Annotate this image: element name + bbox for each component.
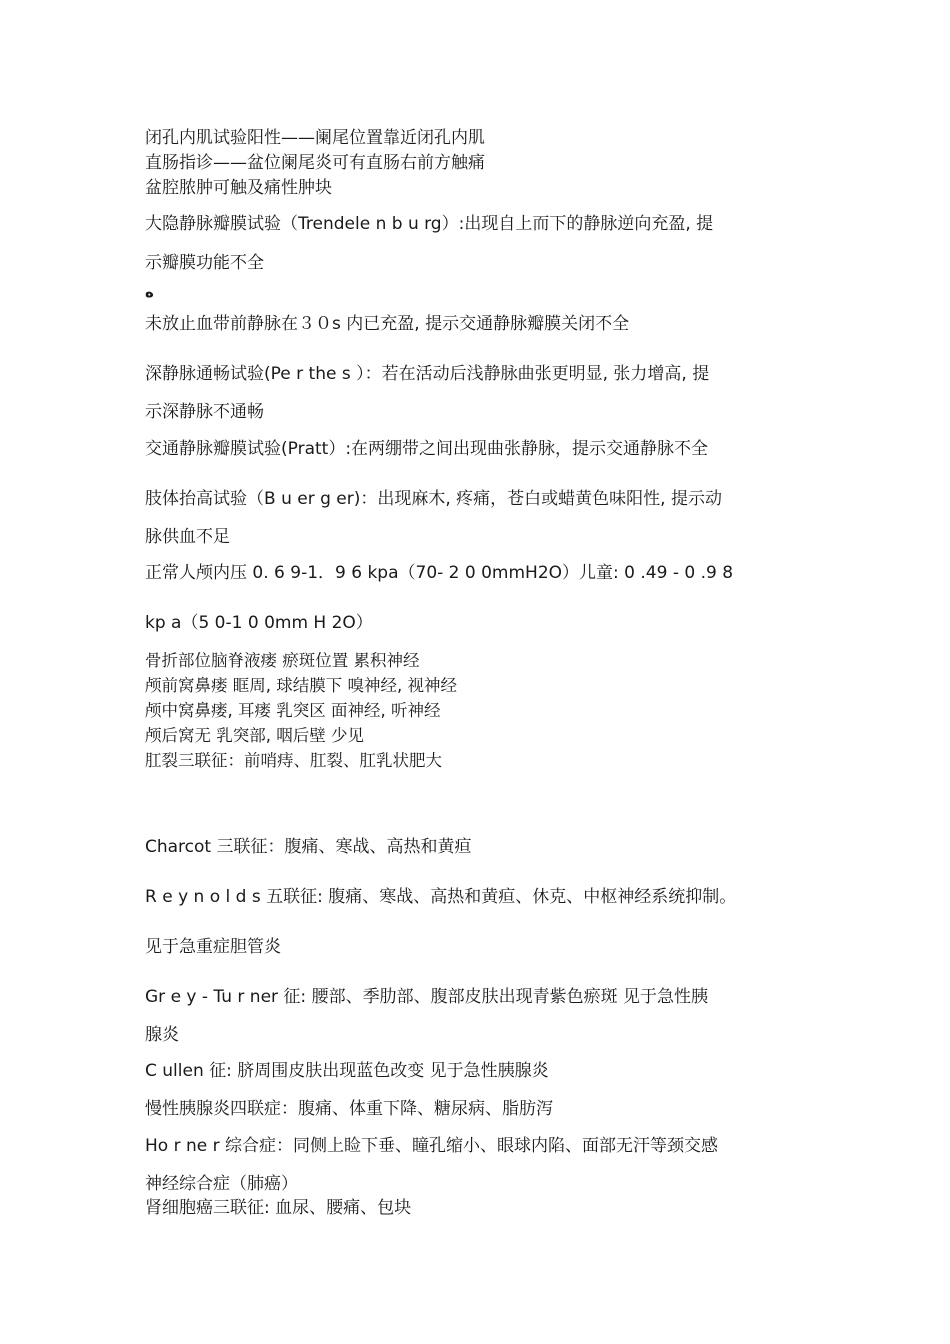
text-line: 神经综合症（肺癌） [145,1174,298,1194]
text-line: 脉供血不足 [145,527,230,547]
text-line: 大隐静脉瓣膜试验（Trendele n b u rg）:出现自上而下的静脉逆向充盈, 提 [145,214,714,234]
text-line: C ullen 征: 脐周围皮肤出现蓝色改变 见于急性胰腺炎 [145,1061,549,1081]
text-line: Charcot 三联征：腹痛、寒战、高热和黄疸 [145,837,472,857]
text-line: 盆腔脓肿可触及痛性肿块 [145,178,332,198]
text-line: 肛裂三联征：前哨痔、肛裂、肛乳状肥大 [145,751,442,770]
text-line: 腺炎 [145,1025,179,1045]
text-line: 示深静脉不通畅 [145,402,264,422]
text-line: 未放止血带前静脉在３０s 内已充盈, 提示交通静脉瓣膜关闭不全 [145,314,630,334]
text-line: 慢性胰腺炎四联症：腹痛、体重下降、糖尿病、脂肪泻 [145,1099,553,1119]
text-line: 颅前窝鼻瘘 眶周, 球结膜下 嗅神经, 视神经 [145,676,457,695]
text-line: 肢体抬高试验（B u er g er)：出现麻木, 疼痛，苍白或蜡黄色味阳性, 提示动 [145,489,722,509]
text-line: 肾细胞癌三联征: 血尿、腰痛、包块 [145,1198,412,1218]
text-line: 颅中窝鼻瘘, 耳瘘 乳突区 面神经, 听神经 [145,701,441,720]
text-line: Gr e y - Tu r ner 征: 腰部、季肋部、腹部皮肤出现青紫色瘀斑 见于急性胰 [145,987,708,1007]
text-line: 示瓣膜功能不全 [145,253,264,273]
text-line: 正常人颅内压 0. 6 9-1．9 6 kpa（70- 2 0 0mmH2O）儿童: 0 .49 - 0 .9 8 [145,563,734,583]
text-mark: ه [145,283,154,301]
text-line: 深静脉通畅试验(Pe r the s ）：若在活动后浅静脉曲张更明显, 张力增高, 提 [145,364,710,384]
text-line: Ho r ne r 综合症：同侧上睑下垂、瞳孔缩小、眼球内陷、面部无汗等颈交感 [145,1136,719,1156]
text-line: 交通静脉瓣膜试验(Pratt）:在两绷带之间出现曲张静脉，提示交通静脉不全 [145,439,709,459]
text-line: 颅后窝无 乳突部, 咽后壁 少见 [145,726,364,745]
text-line: 闭孔内肌试验阳性——阑尾位置靠近闭孔内肌 [145,128,485,148]
text-line: 见于急重症胆管炎 [145,937,281,957]
text-line: kp a（5 0-1 0 0mm H 2O） [145,613,373,633]
text-line: 直肠指诊——盆位阑尾炎可有直肠右前方触痛 [145,153,485,173]
text-line: 骨折部位脑脊液瘘 瘀斑位置 累积神经 [145,651,420,670]
text-line: R e y n o l d s 五联征: 腹痛、寒战、高热和黄疸、休克、中枢神经系统抑制。 [145,887,737,907]
